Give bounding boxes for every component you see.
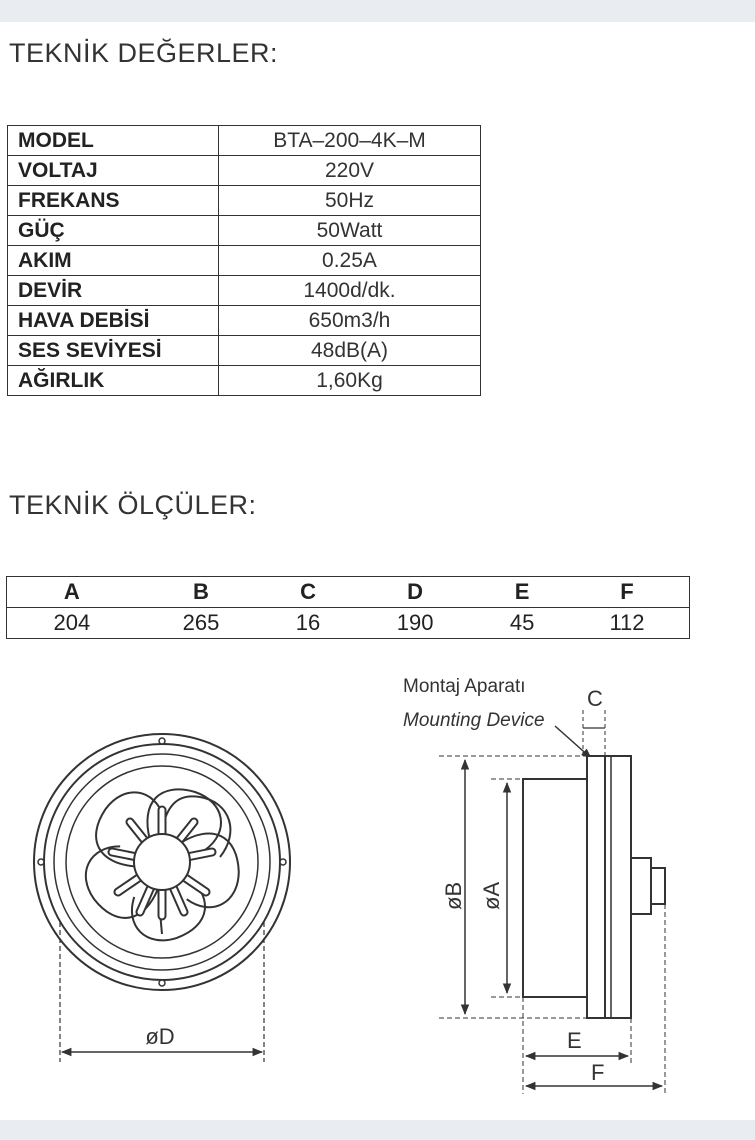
dimension-e-label: E: [567, 1028, 582, 1053]
table-row: [8, 186, 481, 216]
spec-value: 50Watt: [219, 216, 481, 246]
spec-key: FREKANS: [8, 186, 219, 216]
dim-value: 16: [265, 608, 351, 639]
tech-values-title: TEKNİK DEĞERLER:: [9, 38, 279, 68]
fan-body: [523, 779, 587, 997]
mounting-label-tr: Montaj Aparatı: [403, 676, 526, 697]
spec-value: 48dB(A): [219, 336, 481, 366]
specs-table: [7, 125, 481, 396]
mounting-label-en: Mounting Device: [403, 710, 545, 731]
table-row: [8, 276, 481, 306]
table-row: [7, 608, 690, 639]
tech-dims-title: TEKNİK ÖLÇÜLER:: [9, 490, 257, 520]
dim-value: 265: [137, 608, 265, 639]
dim-value: 190: [351, 608, 479, 639]
dim-header: D: [351, 577, 479, 608]
side-view-drawing: [395, 646, 725, 1106]
spec-value: 50Hz: [219, 186, 481, 216]
motor-hub: [134, 834, 190, 890]
table-row: [8, 216, 481, 246]
spec-value: 650m3/h: [219, 306, 481, 336]
table-header-row: [7, 577, 690, 608]
dim-header: F: [565, 577, 690, 608]
table-row: [8, 366, 481, 396]
dimension-f-label: F: [591, 1060, 605, 1085]
spec-key: AKIM: [8, 246, 219, 276]
front-view-drawing: [0, 722, 330, 1062]
dimension-d-label: øD: [145, 1024, 175, 1049]
dimension-a-label: øA: [479, 881, 504, 910]
dim-header: C: [265, 577, 351, 608]
dimensions-table: [6, 576, 690, 639]
spec-key: SES SEVİYESİ: [8, 336, 219, 366]
datasheet: [0, 22, 755, 1120]
spec-key: MODEL: [8, 126, 219, 156]
spec-key: DEVİR: [8, 276, 219, 306]
spec-value: 1400d/dk.: [219, 276, 481, 306]
spec-value: 1,60Kg: [219, 366, 481, 396]
mounting-flange: [587, 756, 605, 1018]
motor-housing: [631, 858, 651, 914]
spec-key: AĞIRLIK: [8, 366, 219, 396]
spec-value: 0.25A: [219, 246, 481, 276]
dimension-c-label: C: [587, 686, 603, 711]
dim-value: 204: [7, 608, 137, 639]
table-row: [8, 246, 481, 276]
dimension-b-label: øB: [441, 881, 466, 910]
spec-key: HAVA DEBİSİ: [8, 306, 219, 336]
spec-key: VOLTAJ: [8, 156, 219, 186]
table-row: [8, 156, 481, 186]
table-row: [8, 336, 481, 366]
dim-value: 45: [479, 608, 565, 639]
dim-header: E: [479, 577, 565, 608]
dim-value: 112: [565, 608, 690, 639]
dim-header: A: [7, 577, 137, 608]
spec-value: BTA–200–4K–M: [219, 126, 481, 156]
table-row: [8, 306, 481, 336]
spec-value: 220V: [219, 156, 481, 186]
dim-header: B: [137, 577, 265, 608]
table-row: [8, 126, 481, 156]
spec-key: GÜÇ: [8, 216, 219, 246]
